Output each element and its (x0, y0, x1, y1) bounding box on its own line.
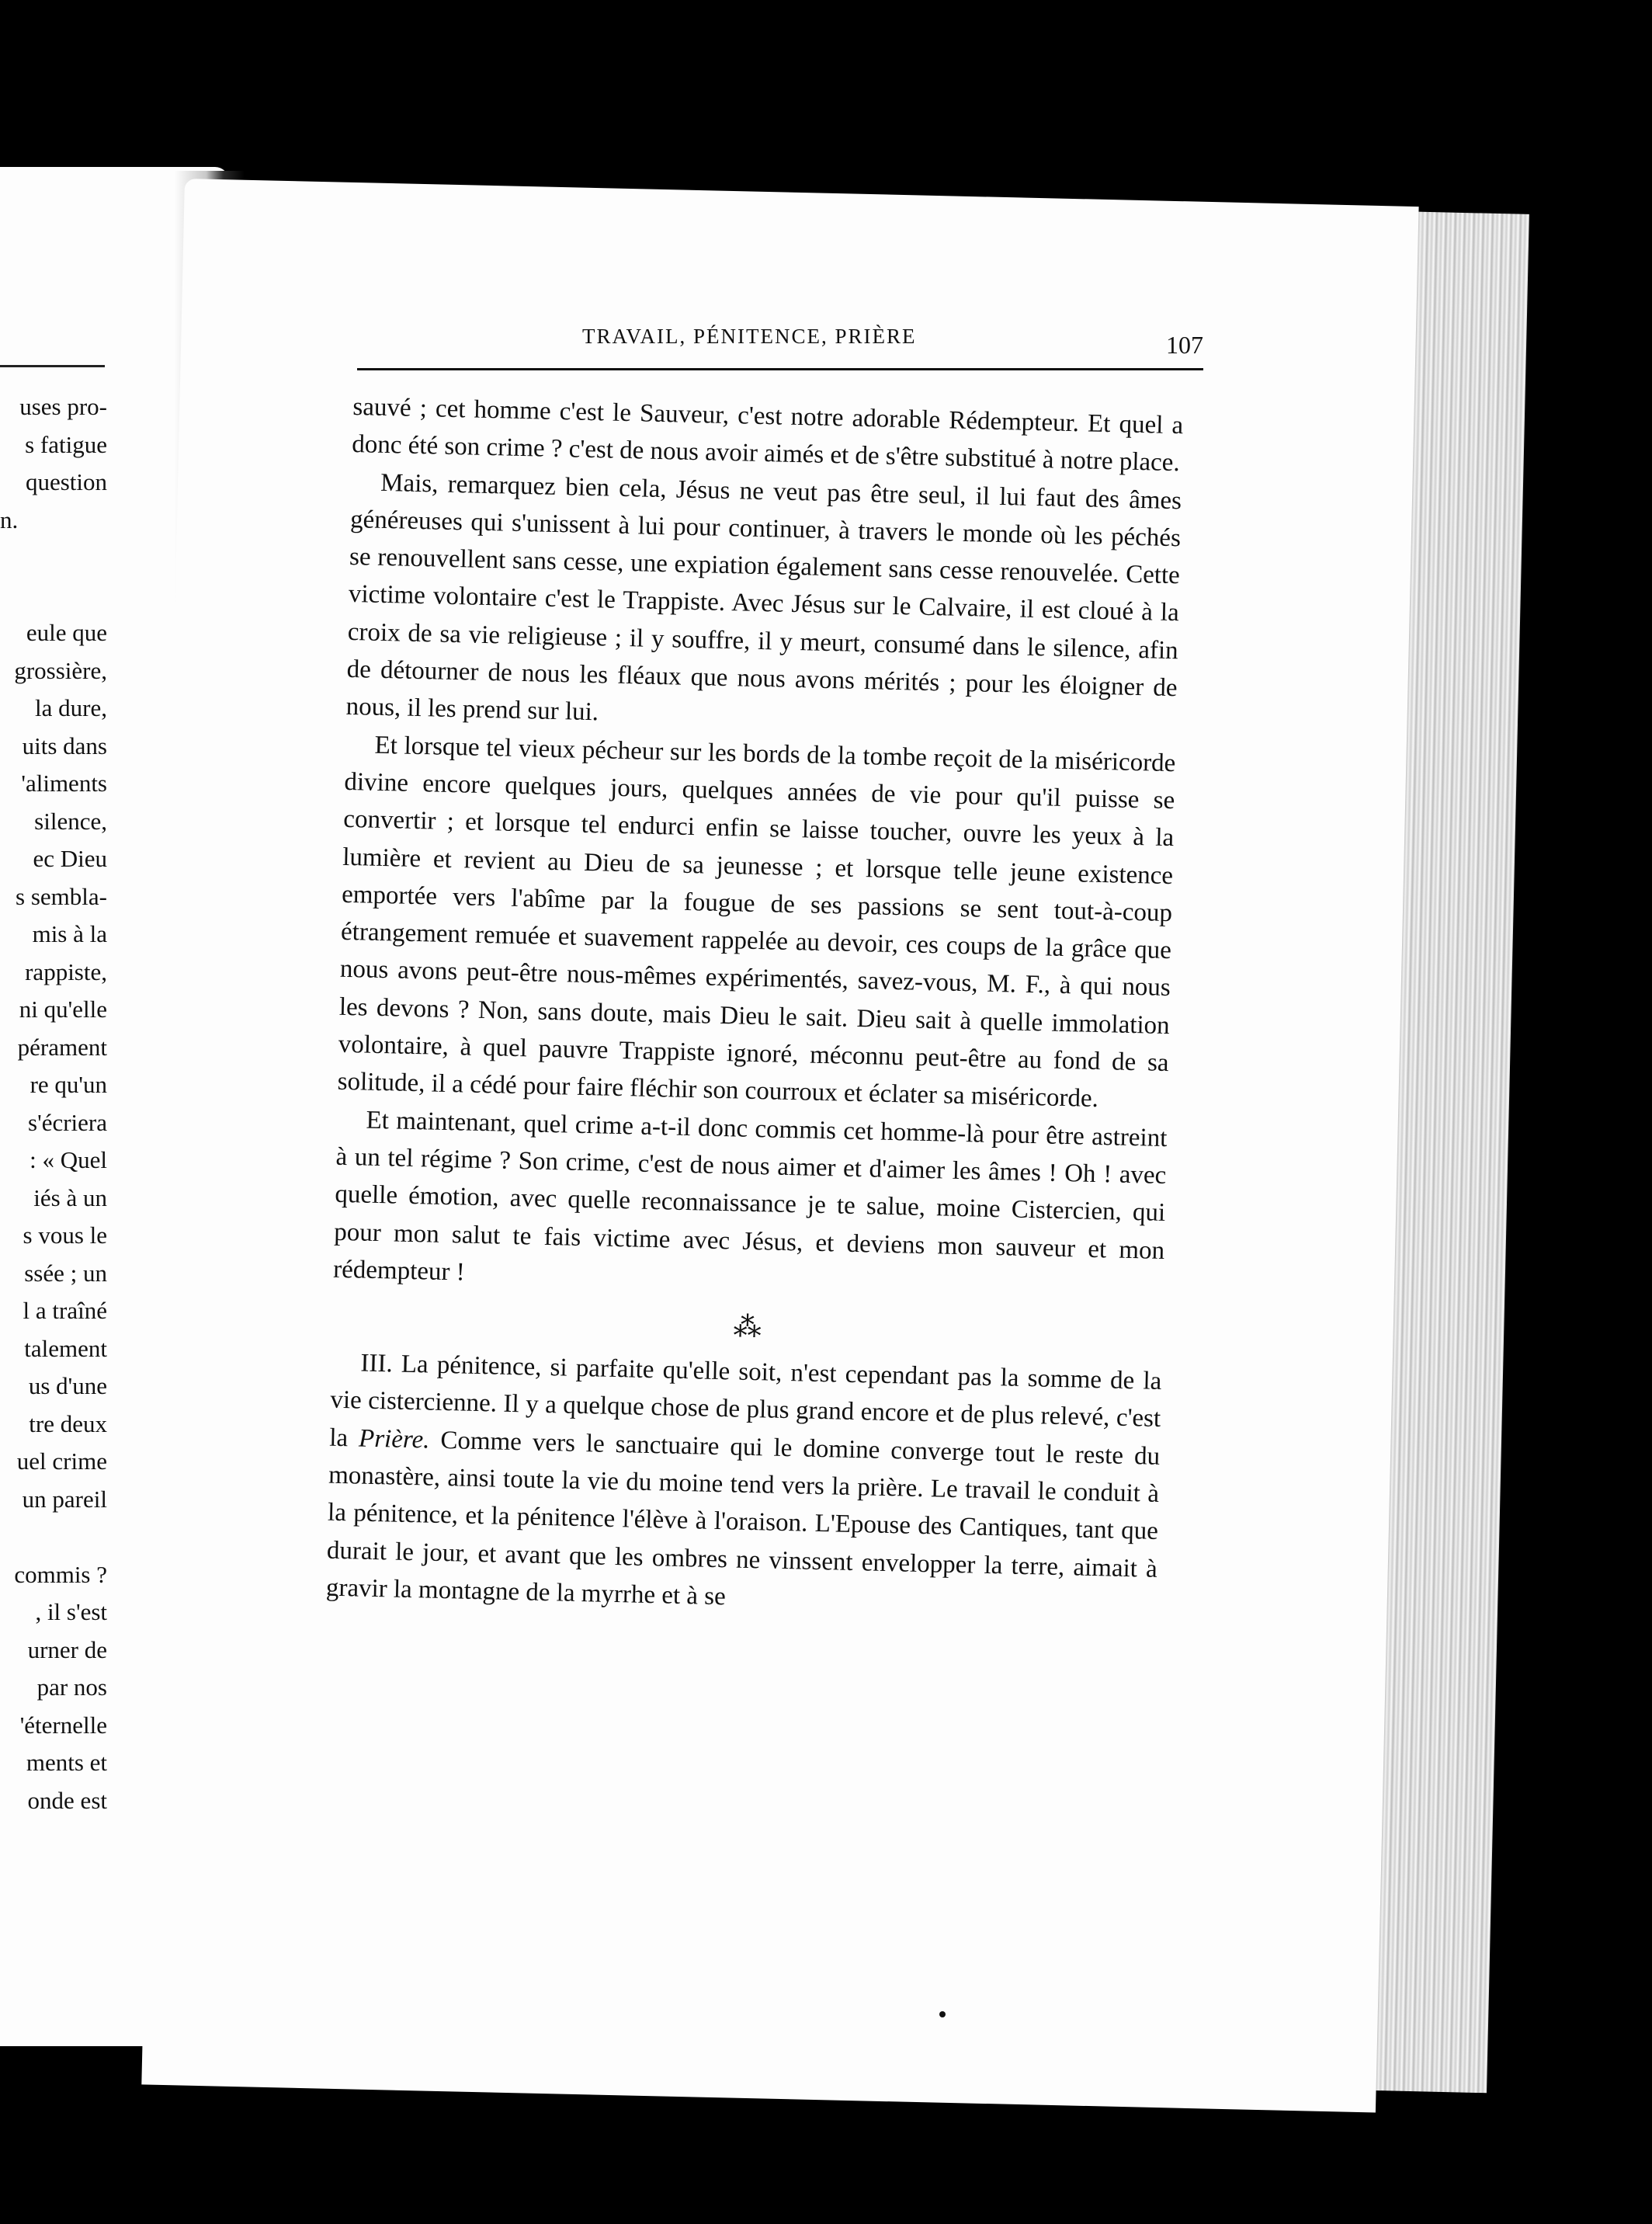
left-line: rappiste, (25, 957, 107, 985)
left-line: uits dans (22, 731, 107, 759)
header-rule (357, 368, 1203, 370)
left-line: us d'une (28, 1372, 107, 1399)
left-line: 'aliments (21, 770, 107, 797)
left-line: l a traîné (23, 1297, 107, 1324)
paragraph: sauvé ; cet homme c'est le Sauveur, c'est notre adorable Rédempteur. Et quel a donc été son crime ? c'est de nous avoir aimés et de s'être substitué à notre place. (351, 392, 1184, 478)
left-line: ments et (26, 1749, 107, 1776)
left-line: ssée ; un (24, 1259, 107, 1287)
left-line: mis à la (32, 920, 107, 947)
left-header-rule (0, 365, 105, 367)
paragraph-text: Comme vers le sanctuaire qui le domine converge tout le reste du monastère, ainsi toute la vie du moine tend vers la prière. Le travail le conduit à la pénitence, et la pénitence l'élève à l'oraison. L'Epouse des Cantiques, tant que durait le jour, et avant que les ombres ne vinssent envelopper la terre, aimait à gravir la montagne de la myrrhe et à se (325, 1426, 1161, 1611)
section-number: III. (360, 1349, 394, 1378)
section-paragraph (325, 1344, 1161, 1625)
left-line: la dure, (35, 694, 107, 721)
left-page-text (0, 388, 107, 1819)
paragraph-text: La pénitence, si parfaite qu'elle soit, n'est cependant pas la somme de la vie cistercienne. Il y a quelque chose de plus grand encore et de plus relevé, c'est la (328, 1350, 1162, 1453)
left-line: onde est (27, 1786, 107, 1814)
left-line: re qu'un (30, 1071, 107, 1098)
emphasis-priere: Prière. (358, 1424, 430, 1454)
left-line: uses pro- (19, 393, 107, 420)
left-line: iés à un (33, 1183, 107, 1211)
left-line: ni qu'elle (19, 996, 107, 1023)
left-line: tre deux (29, 1409, 107, 1437)
ink-speck (939, 2011, 946, 2017)
left-line (0, 1518, 107, 1556)
page-number: 107 (1166, 331, 1203, 359)
page-header (357, 318, 1203, 373)
left-line: , il s'est (35, 1598, 107, 1625)
running-title: TRAVAIL, PÉNITENCE, PRIÈRE (582, 325, 917, 348)
body-text (325, 388, 1183, 1625)
left-line: par nos (36, 1673, 107, 1701)
left-line: s fatigue (25, 430, 107, 458)
left-line: s vous le (23, 1221, 107, 1249)
left-line: commis ? (14, 1560, 107, 1588)
left-line: eule que (26, 619, 107, 646)
left-line: question (25, 468, 107, 495)
left-line: urner de (27, 1635, 107, 1663)
paragraph: Et maintenant, quel crime a-t-il donc commis cet homme-là pour être astreint à un tel régime ? Son crime, c'est de nous aimer et d'aimer les âmes ! Oh ! avec quelle émotion, avec quelle reconnaissance je te salue, moine Cistercien, qui pour mon salut te fais victime avec Jésus, et deviens mon sauveur et mon rédempteur ! (332, 1106, 1168, 1287)
left-line: talement (24, 1334, 107, 1362)
paragraph: Mais, remarquez bien cela, Jésus ne veut pas être seul, il lui faut des âmes généreuses qui s'unissent à lui pour continuer, à travers le monde où les péchés se renouvellent sans cesse, une expiation également sans cesse renouvelée. Cette victime volontaire c'est le Trappiste. Avec Jésus sur le Calvaire, il est cloué à la croix de sa vie religieuse ; il y souffre, il y meurt, consumé dans le silence, afin de détourner de nous les fléaux que nous avons mérités ; pour les éloigner de nous, il les prend sur lui. (345, 468, 1182, 727)
left-line: s sembla- (16, 882, 107, 910)
asterism-separator: ⁂ (733, 1311, 762, 1343)
left-line: silence, (34, 807, 107, 835)
left-line: un pareil (22, 1485, 107, 1513)
left-line (0, 539, 107, 577)
paragraph: Et lorsque tel vieux pécheur sur les bords de la tombe reçoit de la miséricorde divine encore quelques jours, quelques années de vie pour qu'il puisse se convertir ; et lorsque tel endurci enfin se laisse toucher, ouvre les yeux à la lumière et revient au Dieu de sa jeunesse ; et lorsque telle jeune existence emportée vers l'abîme par la fougue de ses passions se sent tout-à-coup étrangement remuée et suavement rappelée au devoir, ces coups de la grâce que nous avons peut-être nous-mêmes expérimentés, savez-vous, M. F., à qui nous les devons ? Non, sans doute, mais Dieu le sait. Dieu sait à quelle immolation volontaire, à quel pauvre Trappiste ignoré, méconnu peut-être au fond de sa solitude, il a cédé pour faire fléchir son courroux et éclater sa miséricorde. (337, 731, 1176, 1114)
left-line: uel crime (16, 1447, 107, 1475)
left-line: ec Dieu (33, 845, 107, 872)
left-line: : « Quel (30, 1146, 107, 1173)
left-line: n. (0, 506, 19, 533)
left-line: grossière, (14, 656, 107, 684)
left-line: 'éternelle (19, 1711, 107, 1739)
left-line: pérament (17, 1033, 107, 1061)
left-line (0, 577, 107, 615)
left-line: s'écriera (28, 1108, 107, 1136)
